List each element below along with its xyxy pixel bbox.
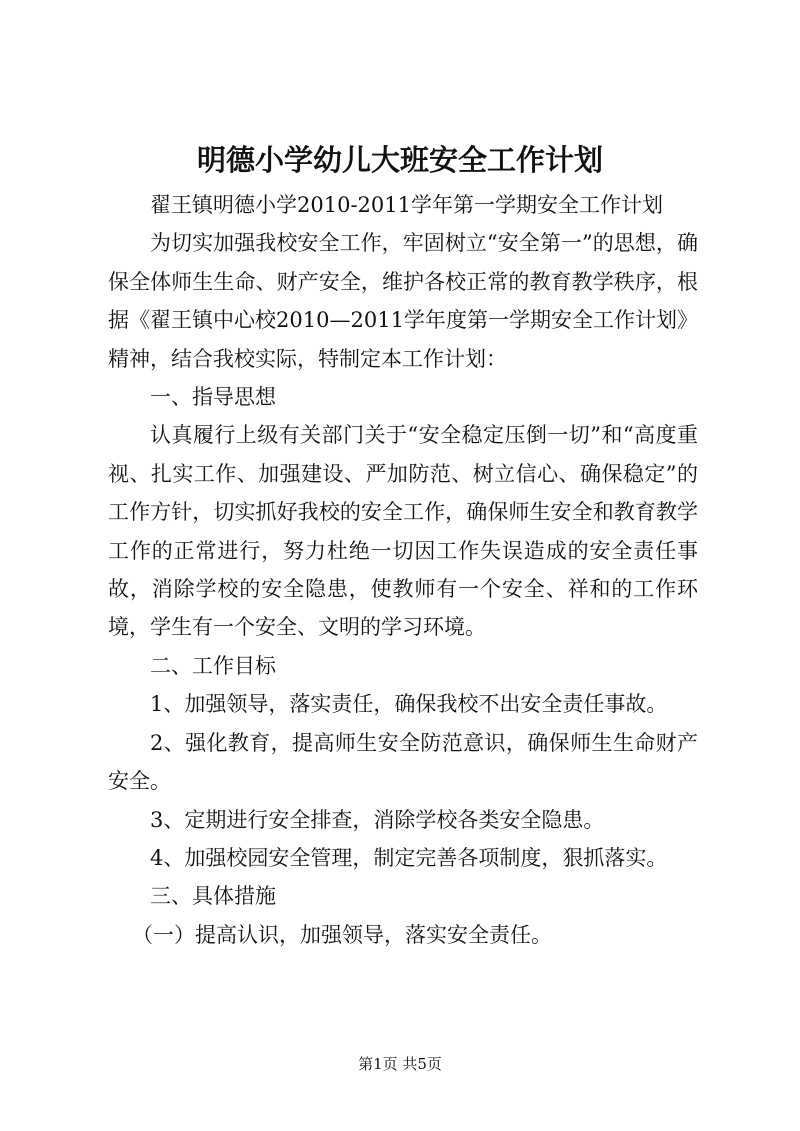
measure-subheading-1: （一）提高认识，加强领导，落实安全责任。 (132, 922, 552, 947)
document-title: 明德小学幼儿大班安全工作计划 (196, 143, 603, 177)
guiding-thought-paragraph: 认真履行上级有关部门关于“安全稳定压倒一切”和“高度重视、扎实工作、加强建设、严加防范、树立信心、确保稳定”的工作方针，切实抓好我校的安全工作，确保师生安全和教育教学工作的正常进行，努力杜绝一切因工作失误造成的安全责任事故，消除学校的安全隐患，使教师有一个安全、祥和的工作环境，学生有一个安全、文明的学习环境。 (108, 423, 698, 640)
page-footer: 第1页 共5页 (358, 1055, 442, 1073)
document-body (108, 186, 698, 954)
goal-item-3: 3、定期进行安全排查，消除学校各类安全隐患。 (150, 807, 605, 832)
subtitle-paragraph: 翟王镇明德小学2010-2011学年第一学期安全工作计划 (150, 193, 663, 217)
section-heading-measures: 三、具体措施 (150, 884, 276, 909)
intro-paragraph: 为切实加强我校安全工作，牢固树立“安全第一”的思想，确保全体师生生命、财产安全，维护各校正常的教育教学秩序，根据《翟王镇中心校2010—2011学年度第一学期安全工作计划》精神，结合我校实际，特制定本工作计划： (108, 231, 698, 371)
goal-item-1: 1、加强领导，落实责任，确保我校不出安全责任事故。 (150, 692, 668, 717)
goal-item-2: 2、强化教育，提高师生安全防范意识，确保师生生命财产安全。 (108, 730, 698, 794)
section-heading-guiding-thought: 一、指导思想 (150, 385, 276, 410)
goal-item-4: 4、加强校园安全管理，制定完善各项制度，狠抓落实。 (150, 845, 668, 870)
section-heading-work-goals: 二、工作目标 (150, 653, 276, 678)
